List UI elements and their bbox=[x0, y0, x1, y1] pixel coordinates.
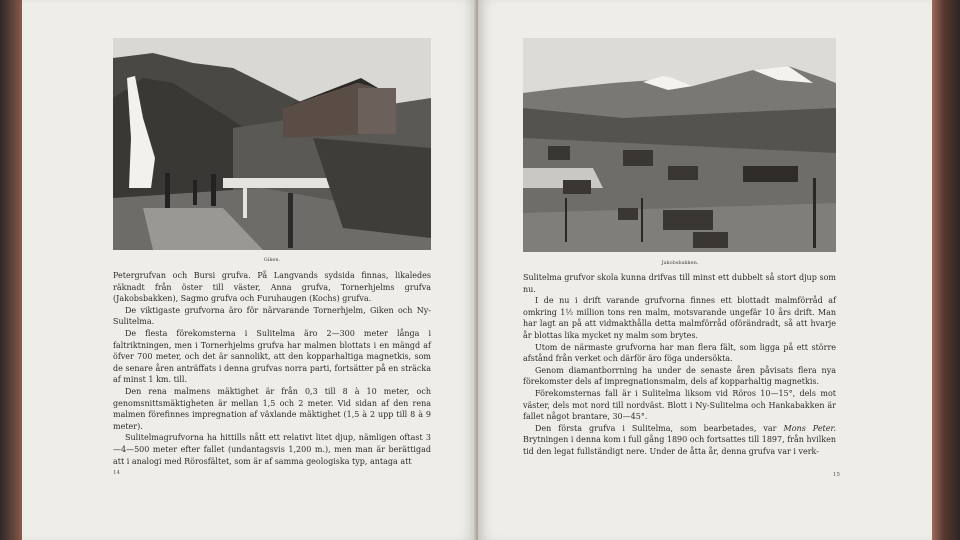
right-paragraph-6 bbox=[523, 423, 836, 458]
right-paragraph-3: Utom de närmaste grufvorna har man flera fält, som ligga på ett större afstånd från verket och därför äro föga undersökta. bbox=[523, 342, 836, 364]
right-paragraph-1: Sulitelma grufvor skola kunna drifvas till minst ett dubbelt så stort djup som nu. bbox=[523, 273, 836, 294]
giken-illustration bbox=[113, 38, 431, 250]
mons-peter-name: Mons Peter. bbox=[783, 423, 836, 433]
right-body-text bbox=[523, 272, 836, 458]
last-para-start: Den första grufva i Sulitelma, som bearbetades, var bbox=[535, 423, 777, 433]
right-page bbox=[478, 0, 932, 540]
left-page-number: 14 bbox=[113, 470, 120, 476]
left-page bbox=[22, 0, 476, 540]
right-paragraph-5: Förekomsternas fall är i Sulitelma liksom vid Röros 10—15°, dels mot väster, dels mot nord till nordväst. Blott i Ny-Sulitelma och Hankabakken är fallet något brantare, 30—45°. bbox=[523, 388, 836, 422]
left-paragraph-3: De flesta förekomsterna i Sulitelma äro 2—300 meter långa i faltriktningen, men i Tornerhjelms grufva har malmen blottats i en mängd af öfver 700 meter, och det är sannolikt, att den kopparhaltiga magnetkis, som de senare åren anträffats i denna grufvas norra parti, fortsätter på en sträcka af minst 1 km. till. bbox=[113, 328, 431, 385]
left-cover-edge bbox=[0, 0, 22, 540]
left-body-text bbox=[113, 270, 431, 467]
left-paragraph-5: Sulitelmagrufvorna ha hittills nått ett relativt litet djup, nämligen oftast 3—4—500 meter efter fallet (undantagsvis 1,200 m.), men man är berättigad att i analogi med Rörosfältet, som är af samma geologiska typ, antaga att bbox=[113, 433, 431, 466]
left-paragraph-2: De viktigaste grufvorna äro för närvarande Tornerhjelm, Giken och Ny-Sulitelma. bbox=[113, 305, 431, 327]
right-cover-edge bbox=[932, 0, 960, 540]
left-paragraph-1: Petergrufvan och Bursi grufva. På Langvands sydsida finnas, likaledes räknadt från öster till väster, Anna grufva, Tornerhjelms grufva (Jakobsbakken), Sagmo grufva och Furuhaugen (Kochs) grufva. bbox=[113, 271, 431, 304]
jakobsbakken-caption: Jakobsbakken. bbox=[661, 260, 699, 266]
right-page-number: 15 bbox=[833, 472, 840, 478]
giken-caption: Giken. bbox=[263, 257, 281, 263]
jakobsbakken-illustration bbox=[523, 38, 836, 252]
jakobsbakken-photo bbox=[523, 38, 836, 252]
left-paragraph-4: Den rena malmens mäktighet är från 0,3 till 8 à 10 meter, och genomsnittsmäktigheten är mellan 1,5 och 2 meter. Vid sidan af den rena malmen förefinnes impregnation af växlande mäktighet (1,5 à 2 upp till 8 à 9 meter). bbox=[113, 386, 431, 431]
right-paragraph-2: I de nu i drift varande grufvorna finnes ett blottadt malmförråd af omkring 1½ million tons ren malm, motsvarande ungefär 10 års drift. Man har lagt an på att vidmakthålla detta malmförråd oförändradt, så att hvarje år blottas lika mycket ny malm som brytes. bbox=[523, 296, 836, 340]
last-para-end: Brytningen i denna kom i full gång 1890 och fortsattes till 1897, från hvilken tid den legat fullständigt nere. Under de åtta år, denna grufva var i verk- bbox=[523, 435, 836, 456]
giken-photo bbox=[113, 38, 431, 250]
right-paragraph-4: Genom diamantborrning ha under de senaste åren påvisats flera nya förekomster dels af impregnationsmalm, dels af kopparhaltig magnetkis. bbox=[523, 365, 836, 387]
